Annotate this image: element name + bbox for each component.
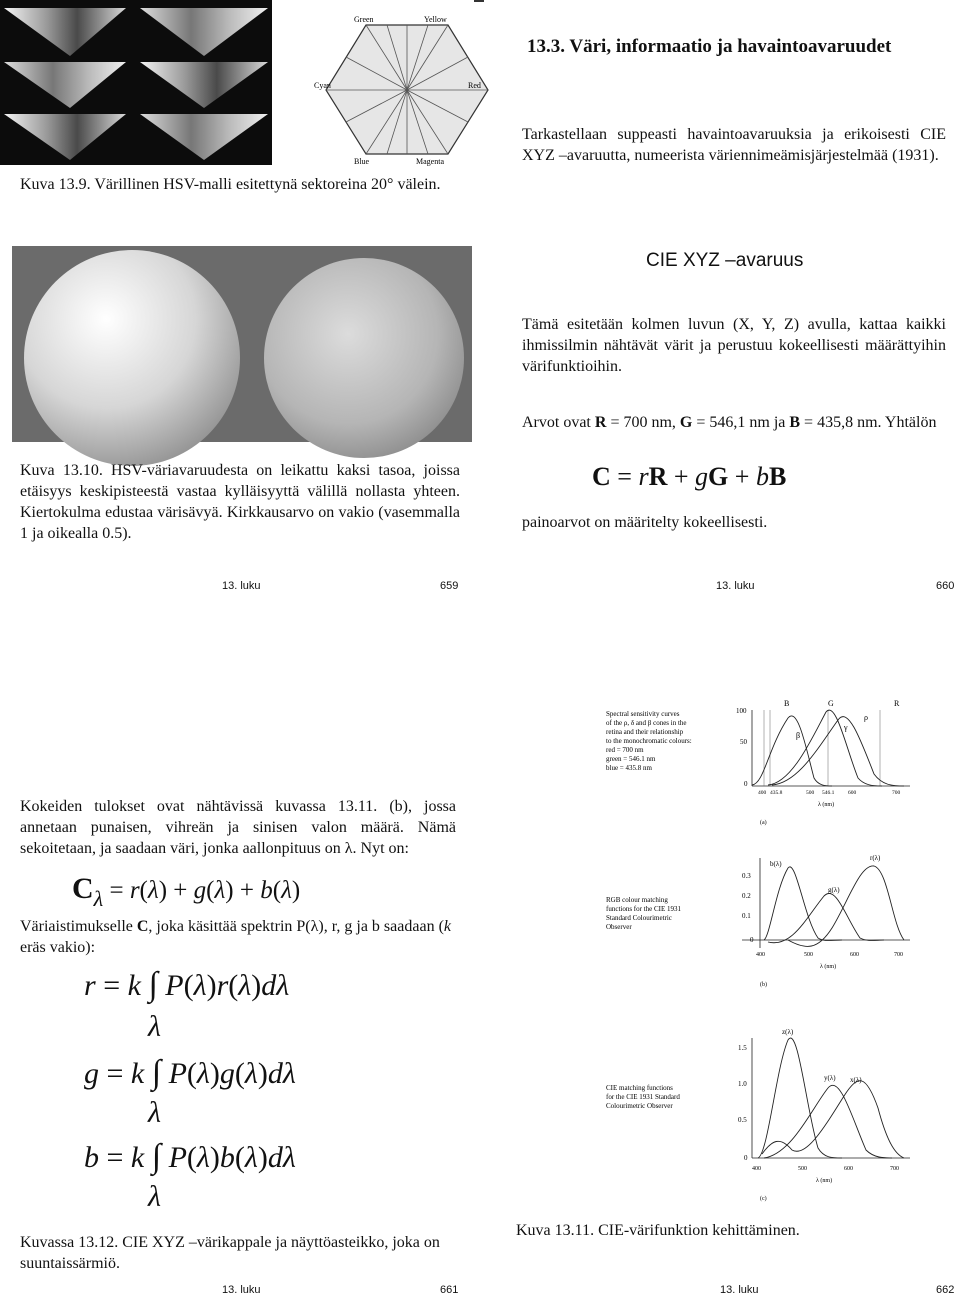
fig-b-ytick-0: 0.3 (742, 872, 751, 880)
fig-c-xlabel: λ (nm) (816, 1178, 833, 1184)
panel-b (606, 854, 910, 988)
fig-a-ytick-50: 50 (740, 738, 747, 746)
figure-caption-13-9: Kuva 13.9. Värillinen HSV-malli esitettynä sektoreina 20° välein. (20, 176, 441, 193)
fig-c-xtick-3: 700 (890, 1166, 899, 1172)
fig-a-ytick-0: 0 (744, 780, 748, 788)
hsv-label-yellow: Yellow (424, 15, 447, 24)
curve-b-lambda (764, 867, 842, 941)
fig-c-xtick-2: 600 (844, 1166, 853, 1172)
fig-a-xtick-1: 435.8 (770, 790, 783, 796)
fig-b-curve-r: r(λ) (870, 854, 881, 862)
fig-a-text-3: to the monochromatic colours: (606, 737, 692, 745)
fig-b-ytick-3: 0 (750, 936, 754, 944)
footer-left-659: 13. luku (222, 580, 261, 592)
fig-c-curve-y: y(λ) (824, 1074, 836, 1082)
fig-b-xtick-3: 700 (894, 952, 903, 958)
fig-a-text-2: retina and their relationship (606, 728, 684, 736)
fig-a-greek-rho: ρ (864, 713, 868, 722)
fig-c-curve-x: x(λ) (850, 1076, 862, 1084)
figure-caption-13-12: Kuvassa 13.12. CIE XYZ –värikappale ja näyttöasteikko, joka on suuntaissärmiö. (20, 1234, 440, 1272)
fig-b-xtick-1: 500 (804, 952, 813, 958)
results-paragraph: Kokeiden tulokset ovat nähtävissä kuvassa 13.11. (b), jossa annetaan punaisen, vihreän ja sinisen valon määrä. Nämä sekoitetaan, ja saadaan väri, jonka aallonpituus on λ. Nyt on: (20, 798, 456, 857)
fig-c-label: (c) (760, 1196, 767, 1202)
curve-z-lambda (758, 1038, 842, 1158)
footer-page-662: 662 (936, 1284, 955, 1296)
fig-b-ytick-1: 0.2 (742, 892, 751, 900)
equation-b-integral: b = k ∫ P(λ)b(λ)dλ (84, 1138, 296, 1175)
equation-c-rgb: C = rR + gG + bB (592, 462, 787, 491)
hsv-photo (0, 0, 272, 165)
fig-a-xlabel: λ (nm) (818, 802, 835, 808)
hsv-label-magenta: Magenta (416, 157, 444, 166)
fig-a-xtick-4: 600 (848, 790, 857, 796)
fig-b-curve-b: b(λ) (770, 860, 782, 868)
fig-b-ytick-2: 0.1 (742, 912, 751, 920)
fig-b-text-2: Standard Colourimetric (606, 914, 672, 922)
fig-a-greek-gamma: γ (844, 723, 848, 732)
fig-c-xtick-0: 400 (752, 1166, 761, 1172)
curve-x-lambda (762, 1081, 904, 1158)
panel-a (606, 699, 910, 826)
fig-b-text-0: RGB colour matching (606, 896, 668, 904)
equation-b-lambda-sub: λ (148, 1180, 161, 1213)
hsv-label-cyan: Cyan (314, 81, 331, 90)
fig-c-curve-z: z(λ) (782, 1028, 794, 1036)
fig-a-text-0: Spectral sensitivity curves (606, 710, 680, 718)
fig-a-xtick-3: 546.1 (822, 790, 835, 796)
fig-a-peak-r: R (894, 699, 900, 708)
figure-caption-13-11: Kuva 13.11. CIE-värifunktion kehittäminen. (516, 1222, 800, 1239)
top-marker (474, 0, 484, 2)
fig-a-peak-b: B (784, 699, 790, 708)
cie-figure (592, 688, 916, 1208)
sphere-right (264, 258, 464, 458)
footer-left-661: 13. luku (222, 1284, 261, 1296)
fig-b-xlabel: λ (nm) (820, 964, 837, 970)
hsv-spheres-image (12, 246, 472, 442)
fig-a-label: (a) (760, 820, 767, 826)
primary-values-paragraph: Arvot ovat R = 700 nm, G = 546,1 nm ja B = 435,8 nm. Yhtälön (522, 414, 937, 431)
sphere-left (24, 250, 240, 466)
curve-rho (772, 717, 904, 786)
fig-b-text-1: functions for the CIE 1931 (606, 905, 682, 913)
equation-r-lambda-sub: λ (148, 1010, 161, 1043)
equation-r-integral: r = k ∫ P(λ)r(λ)dλ (84, 966, 290, 1003)
intro-paragraph: Tarkastellaan suppeasti havaintoavaruuksia ja erikoisesti CIE XYZ –avaruutta, numeerista väriennimeämisjärjestelmää (1931). (522, 126, 946, 164)
fig-c-ytick-3: 0 (744, 1154, 748, 1162)
cie-description: Tämä esitetään kolmen luvun (X, Y, Z) avulla, kattaa kaikki ihmissilmin nähtävät värit ja perustuu kokeellisesti määrättyihin värifunktioihin. (522, 316, 946, 375)
fig-a-greek-beta: β (796, 731, 801, 740)
footer-left-662: 13. luku (720, 1284, 759, 1296)
footer-left-660: 13. luku (716, 580, 755, 592)
weights-paragraph: painoarvot on määritelty kokeellisesti. (522, 514, 768, 531)
hsv-label-red: Red (468, 81, 481, 90)
hsv-hexagon-diagram (314, 14, 488, 166)
fig-c-text-1: for the CIE 1931 Standard (606, 1093, 680, 1101)
fig-a-text-5: green = 546.1 nm (606, 755, 656, 763)
fig-b-label: (b) (760, 982, 767, 988)
fig-b-xtick-2: 600 (850, 952, 859, 958)
hsv-label-green: Green (354, 15, 374, 24)
equation-c-lambda: Cλ = r(λ) + g(λ) + b(λ) (72, 872, 301, 911)
fig-c-ytick-1: 1.0 (738, 1080, 747, 1088)
figure-caption-13-10: Kuva 13.10. HSV-väriavaruudesta on leikattu kaksi tasoa, joissa etäisyys keskipisteestä vastaa kylläisyyttä välillä nollasta yhteen. Kiertokulma edustaa värisävyä. Kirkkausarvo on vakio (vasemmalla 1 ja oikealla 0.5). (20, 462, 460, 542)
fig-c-ytick-2: 0.5 (738, 1116, 747, 1124)
curve-g-lambda (768, 893, 884, 942)
cie-xyz-title: CIE XYZ –avaruus (646, 250, 804, 271)
fig-a-text-1: of the ρ, δ and β cones in the (606, 719, 687, 727)
fig-b-xtick-0: 400 (756, 952, 765, 958)
fig-a-xtick-0: 400 (758, 790, 767, 796)
footer-page-659: 659 (440, 580, 459, 592)
equation-g-integral: g = k ∫ P(λ)g(λ)dλ (84, 1054, 296, 1091)
fig-a-ytick-100: 100 (736, 707, 747, 715)
fig-a-xtick-5: 700 (892, 790, 901, 796)
fig-c-text-0: CIE matching functions (606, 1084, 673, 1092)
fig-b-curve-g: g(λ) (828, 886, 840, 894)
fig-a-text-4: red = 700 nm (606, 746, 644, 754)
fig-c-text-2: Colourimetric Observer (606, 1102, 673, 1110)
fig-c-ytick-0: 1.5 (738, 1044, 747, 1052)
footer-page-660: 660 (936, 580, 955, 592)
stimulus-paragraph: Väriaistimukselle C, joka käsittää spektrin P(λ), r, g ja b saadaan (k eräs vakio): (20, 918, 451, 956)
fig-a-text-6: blue = 435.8 nm (606, 764, 652, 772)
panel-c (606, 1028, 910, 1202)
fig-a-xtick-2: 500 (806, 790, 815, 796)
footer-page-661: 661 (440, 1284, 459, 1296)
fig-b-text-3: Observer (606, 923, 632, 931)
fig-a-peak-g: G (828, 699, 834, 708)
fig-c-xtick-1: 500 (798, 1166, 807, 1172)
equation-g-lambda-sub: λ (148, 1096, 161, 1129)
section-heading: 13.3. Väri, informaatio ja havaintoavaruudet (527, 36, 892, 57)
hsv-label-blue: Blue (354, 157, 370, 166)
